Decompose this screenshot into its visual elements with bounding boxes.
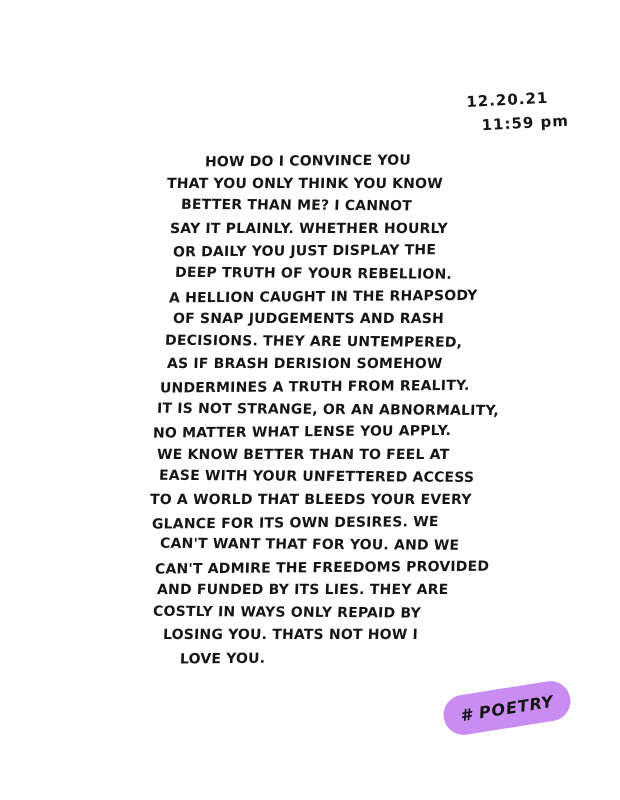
date-stamp (465, 85, 569, 138)
poem-line: BETTER THAN ME? I CANNOT (180, 197, 413, 215)
poem-line: TO A WORLD THAT BLEEDS YOUR EVERY (149, 491, 472, 508)
poem-line: DEEP TRUTH OF YOUR REBELLION. (174, 264, 453, 283)
poem-line: HOW DO I CONVINCE YOU (204, 152, 412, 171)
poem-line: THAT YOU ONLY THINK YOU KNOW (166, 175, 444, 192)
poem-line: AND FUNDED BY ITS LIES. THEY ARE (156, 582, 449, 599)
poem-body (145, 150, 515, 670)
poem-line: COSTLY IN WAYS ONLY REPAID BY (152, 603, 422, 622)
poem-line: GLANCE FOR ITS OWN DESIRES. WE (151, 513, 439, 533)
poem-line: NO MATTER WHAT LENSE YOU APPLY. (152, 423, 452, 442)
poem-line: CAN'T ADMIRE THE FREEDOMS PROVIDED (154, 558, 490, 578)
poetry-tag-label: # POETRY (458, 691, 556, 725)
poem-line: LOVE YOU. (179, 650, 266, 668)
poem-line: UNDERMINES A TRUTH FROM REALITY. (159, 377, 470, 397)
poem-line: SAY IT PLAINLY. WHETHER HOURLY (169, 220, 449, 237)
time-text: 11:59 pm (480, 111, 569, 135)
poem-line: IT IS NOT STRANGE, OR AN ABNORMALITY, (156, 400, 500, 419)
poem-line: WE KNOW BETTER THAN TO FEEL AT (156, 446, 450, 463)
date-text: 12.20.21 (465, 88, 549, 112)
poetry-tag (441, 678, 574, 738)
poem-line: CAN'T WANT THAT FOR YOU. AND WE (159, 535, 460, 554)
poem-line: OR DAILY YOU JUST DISPLAY THE (172, 242, 437, 261)
poem-line: EASE WITH YOUR UNFETTERED ACCESS (158, 468, 475, 487)
poem-line: AS IF BRASH DERISION SOMEHOW (166, 356, 443, 373)
poem-line: DECISIONS. THEY ARE UNTEMPERED, (164, 332, 463, 351)
poem-line: OF SNAP JUDGEMENTS AND RASH (172, 311, 445, 328)
poem-line: LOSING YOU. THATS NOT HOW I (162, 627, 419, 644)
poem-line: A HELLION CAUGHT IN THE RHAPSODY (168, 287, 478, 307)
